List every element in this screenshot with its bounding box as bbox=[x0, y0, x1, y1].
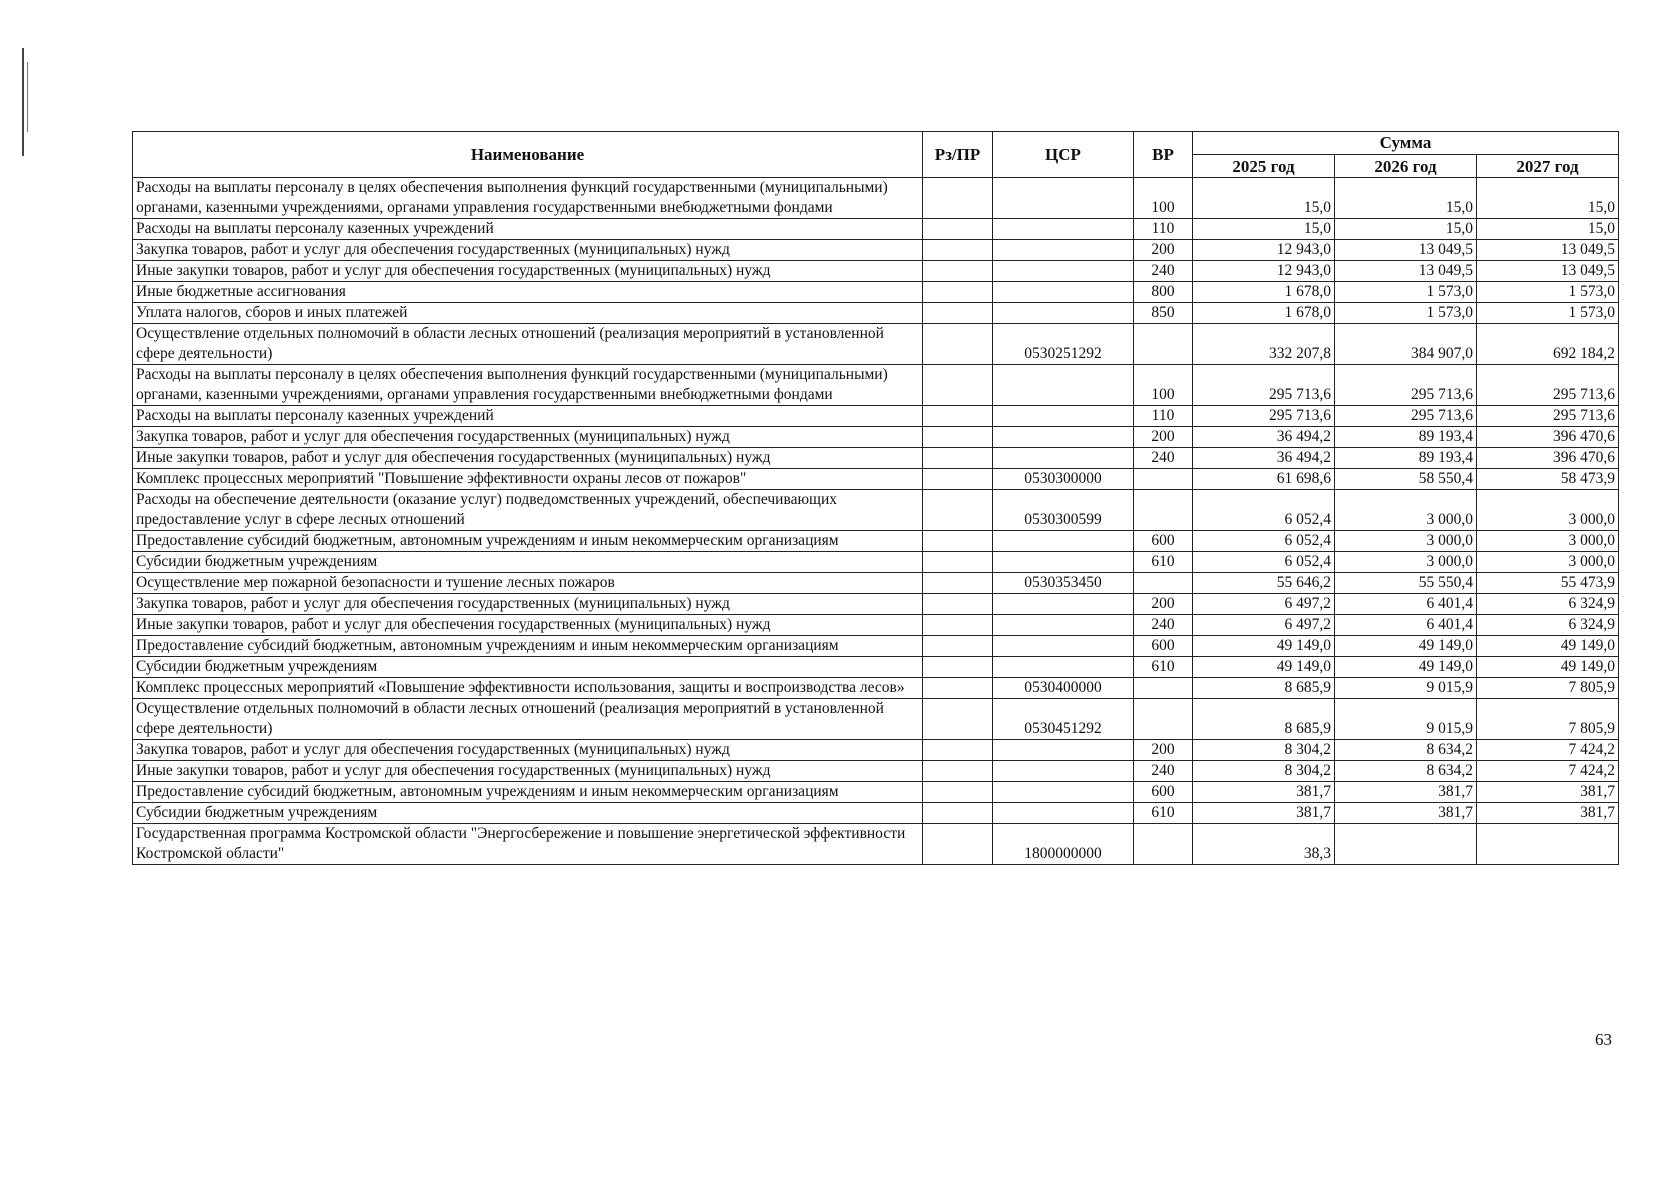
cell-2027: 3 000,0 bbox=[1477, 552, 1619, 573]
cell-name: Расходы на выплаты персоналу в целях обеспечения выполнения функций государственными (муниципальными) органами, казенными учреждениями, органами управления государственными внебюджетными фондами bbox=[133, 178, 923, 219]
header-vr: ВР bbox=[1134, 132, 1193, 178]
cell-csr bbox=[993, 761, 1134, 782]
cell-rzpr bbox=[923, 240, 993, 261]
cell-vr: 240 bbox=[1134, 615, 1193, 636]
cell-csr bbox=[993, 303, 1134, 324]
cell-vr: 110 bbox=[1134, 406, 1193, 427]
cell-2027: 295 713,6 bbox=[1477, 365, 1619, 406]
cell-csr bbox=[993, 615, 1134, 636]
cell-2026: 3 000,0 bbox=[1335, 490, 1477, 531]
cell-csr bbox=[993, 240, 1134, 261]
cell-2025: 6 497,2 bbox=[1193, 615, 1335, 636]
cell-csr bbox=[993, 636, 1134, 657]
cell-csr: 0530300000 bbox=[993, 469, 1134, 490]
cell-2026: 381,7 bbox=[1335, 782, 1477, 803]
header-year-2025: 2025 год bbox=[1193, 155, 1335, 178]
header-year-2027: 2027 год bbox=[1477, 155, 1619, 178]
cell-name: Субсидии бюджетным учреждениям bbox=[133, 657, 923, 678]
cell-2026: 384 907,0 bbox=[1335, 324, 1477, 365]
table-row bbox=[133, 678, 1619, 699]
cell-2025: 49 149,0 bbox=[1193, 657, 1335, 678]
cell-2026: 89 193,4 bbox=[1335, 448, 1477, 469]
cell-rzpr bbox=[923, 324, 993, 365]
table-row bbox=[133, 636, 1619, 657]
cell-2027: 3 000,0 bbox=[1477, 490, 1619, 531]
cell-2026: 295 713,6 bbox=[1335, 406, 1477, 427]
cell-rzpr bbox=[923, 282, 993, 303]
cell-name: Закупка товаров, работ и услуг для обеспечения государственных (муниципальных) нужд bbox=[133, 427, 923, 448]
cell-rzpr bbox=[923, 782, 993, 803]
cell-name: Осуществление мер пожарной безопасности и тушение лесных пожаров bbox=[133, 573, 923, 594]
cell-2026: 9 015,9 bbox=[1335, 678, 1477, 699]
cell-csr bbox=[993, 531, 1134, 552]
cell-rzpr bbox=[923, 699, 993, 740]
cell-2025: 15,0 bbox=[1193, 219, 1335, 240]
cell-2025: 6 052,4 bbox=[1193, 552, 1335, 573]
cell-rzpr bbox=[923, 427, 993, 448]
cell-2027: 6 324,9 bbox=[1477, 615, 1619, 636]
cell-2026: 295 713,6 bbox=[1335, 365, 1477, 406]
cell-name: Иные закупки товаров, работ и услуг для обеспечения государственных (муниципальных) нужд bbox=[133, 615, 923, 636]
cell-2026: 3 000,0 bbox=[1335, 531, 1477, 552]
cell-2027: 13 049,5 bbox=[1477, 240, 1619, 261]
cell-name: Расходы на обеспечение деятельности (оказание услуг) подведомственных учреждений, обеспечивающих предоставление услуг в сфере лесных отношений bbox=[133, 490, 923, 531]
cell-name: Комплекс процессных мероприятий «Повышение эффективности использования, защиты и воспроизводства лесов» bbox=[133, 678, 923, 699]
cell-csr bbox=[993, 448, 1134, 469]
cell-name: Осуществление отдельных полномочий в области лесных отношений (реализация мероприятий в установленной сфере деятельности) bbox=[133, 699, 923, 740]
binding-mark bbox=[22, 48, 24, 156]
cell-name: Осуществление отдельных полномочий в области лесных отношений (реализация мероприятий в установленной сфере деятельности) bbox=[133, 324, 923, 365]
cell-vr: 600 bbox=[1134, 782, 1193, 803]
cell-rzpr bbox=[923, 615, 993, 636]
cell-csr bbox=[993, 219, 1134, 240]
cell-2025: 332 207,8 bbox=[1193, 324, 1335, 365]
table-row bbox=[133, 261, 1619, 282]
table-row bbox=[133, 406, 1619, 427]
cell-name: Расходы на выплаты персоналу казенных учреждений bbox=[133, 406, 923, 427]
cell-vr: 600 bbox=[1134, 636, 1193, 657]
cell-2027: 49 149,0 bbox=[1477, 636, 1619, 657]
cell-rzpr bbox=[923, 531, 993, 552]
cell-2027: 381,7 bbox=[1477, 782, 1619, 803]
cell-csr bbox=[993, 594, 1134, 615]
cell-rzpr bbox=[923, 803, 993, 824]
cell-2027: 6 324,9 bbox=[1477, 594, 1619, 615]
cell-csr: 0530400000 bbox=[993, 678, 1134, 699]
cell-name: Закупка товаров, работ и услуг для обеспечения государственных (муниципальных) нужд bbox=[133, 240, 923, 261]
cell-2025: 38,3 bbox=[1193, 824, 1335, 865]
table-row bbox=[133, 448, 1619, 469]
cell-vr: 240 bbox=[1134, 448, 1193, 469]
binding-mark-secondary bbox=[27, 62, 28, 132]
cell-2027: 7 424,2 bbox=[1477, 761, 1619, 782]
cell-2027: 7 424,2 bbox=[1477, 740, 1619, 761]
cell-rzpr bbox=[923, 552, 993, 573]
cell-csr bbox=[993, 657, 1134, 678]
cell-name: Субсидии бюджетным учреждениям bbox=[133, 803, 923, 824]
cell-2027: 1 573,0 bbox=[1477, 282, 1619, 303]
cell-name: Уплата налогов, сборов и иных платежей bbox=[133, 303, 923, 324]
table-row bbox=[133, 219, 1619, 240]
cell-name: Предоставление субсидий бюджетным, автономным учреждениям и иным некоммерческим организациям bbox=[133, 531, 923, 552]
cell-rzpr bbox=[923, 657, 993, 678]
cell-csr bbox=[993, 740, 1134, 761]
cell-2027: 58 473,9 bbox=[1477, 469, 1619, 490]
cell-2025: 1 678,0 bbox=[1193, 282, 1335, 303]
cell-2026: 58 550,4 bbox=[1335, 469, 1477, 490]
cell-rzpr bbox=[923, 594, 993, 615]
cell-name: Закупка товаров, работ и услуг для обеспечения государственных (муниципальных) нужд bbox=[133, 740, 923, 761]
table-row bbox=[133, 699, 1619, 740]
cell-csr: 1800000000 bbox=[993, 824, 1134, 865]
table-row bbox=[133, 657, 1619, 678]
cell-vr: 600 bbox=[1134, 531, 1193, 552]
cell-vr: 240 bbox=[1134, 761, 1193, 782]
table-row bbox=[133, 469, 1619, 490]
cell-rzpr bbox=[923, 178, 993, 219]
cell-2025: 8 304,2 bbox=[1193, 761, 1335, 782]
table-row bbox=[133, 427, 1619, 448]
cell-rzpr bbox=[923, 219, 993, 240]
cell-2027: 396 470,6 bbox=[1477, 448, 1619, 469]
cell-vr: 100 bbox=[1134, 365, 1193, 406]
cell-2025: 6 052,4 bbox=[1193, 490, 1335, 531]
cell-2025: 381,7 bbox=[1193, 803, 1335, 824]
cell-2027: 295 713,6 bbox=[1477, 406, 1619, 427]
table-row bbox=[133, 740, 1619, 761]
cell-rzpr bbox=[923, 490, 993, 531]
cell-vr: 200 bbox=[1134, 240, 1193, 261]
cell-2027: 7 805,9 bbox=[1477, 699, 1619, 740]
cell-2025: 381,7 bbox=[1193, 782, 1335, 803]
cell-rzpr bbox=[923, 573, 993, 594]
cell-vr bbox=[1134, 824, 1193, 865]
cell-2027: 3 000,0 bbox=[1477, 531, 1619, 552]
table-row bbox=[133, 282, 1619, 303]
table-row bbox=[133, 178, 1619, 219]
cell-2025: 36 494,2 bbox=[1193, 448, 1335, 469]
cell-2026: 15,0 bbox=[1335, 219, 1477, 240]
cell-vr: 240 bbox=[1134, 261, 1193, 282]
cell-rzpr bbox=[923, 761, 993, 782]
cell-2026: 6 401,4 bbox=[1335, 615, 1477, 636]
table-row bbox=[133, 803, 1619, 824]
cell-name: Закупка товаров, работ и услуг для обеспечения государственных (муниципальных) нужд bbox=[133, 594, 923, 615]
table-row bbox=[133, 594, 1619, 615]
table-row bbox=[133, 782, 1619, 803]
cell-csr bbox=[993, 282, 1134, 303]
cell-name: Государственная программа Костромской области "Энергосбережение и повышение энергетической эффективности Костромской области" bbox=[133, 824, 923, 865]
cell-2026: 49 149,0 bbox=[1335, 657, 1477, 678]
cell-csr: 0530251292 bbox=[993, 324, 1134, 365]
table-row bbox=[133, 240, 1619, 261]
cell-2027: 13 049,5 bbox=[1477, 261, 1619, 282]
cell-2026: 3 000,0 bbox=[1335, 552, 1477, 573]
cell-2026: 15,0 bbox=[1335, 178, 1477, 219]
cell-2026: 381,7 bbox=[1335, 803, 1477, 824]
cell-2026: 13 049,5 bbox=[1335, 240, 1477, 261]
cell-2025: 15,0 bbox=[1193, 178, 1335, 219]
cell-rzpr bbox=[923, 636, 993, 657]
cell-csr bbox=[993, 406, 1134, 427]
cell-2027: 692 184,2 bbox=[1477, 324, 1619, 365]
cell-2027: 381,7 bbox=[1477, 803, 1619, 824]
cell-2027: 49 149,0 bbox=[1477, 657, 1619, 678]
cell-2026: 49 149,0 bbox=[1335, 636, 1477, 657]
cell-vr: 610 bbox=[1134, 657, 1193, 678]
cell-2026: 8 634,2 bbox=[1335, 740, 1477, 761]
cell-2025: 61 698,6 bbox=[1193, 469, 1335, 490]
cell-2026: 55 550,4 bbox=[1335, 573, 1477, 594]
header-year-2026: 2026 год bbox=[1335, 155, 1477, 178]
cell-name: Комплекс процессных мероприятий "Повышение эффективности охраны лесов от пожаров" bbox=[133, 469, 923, 490]
table-row bbox=[133, 761, 1619, 782]
table-row bbox=[133, 303, 1619, 324]
cell-vr bbox=[1134, 324, 1193, 365]
cell-vr bbox=[1134, 469, 1193, 490]
header-sum: Сумма bbox=[1193, 132, 1619, 155]
cell-vr: 110 bbox=[1134, 219, 1193, 240]
cell-csr: 0530353450 bbox=[993, 573, 1134, 594]
cell-2025: 36 494,2 bbox=[1193, 427, 1335, 448]
cell-2026 bbox=[1335, 824, 1477, 865]
cell-vr bbox=[1134, 490, 1193, 531]
cell-2027: 396 470,6 bbox=[1477, 427, 1619, 448]
cell-2025: 295 713,6 bbox=[1193, 406, 1335, 427]
cell-vr bbox=[1134, 678, 1193, 699]
cell-2025: 8 304,2 bbox=[1193, 740, 1335, 761]
cell-name: Иные закупки товаров, работ и услуг для обеспечения государственных (муниципальных) нужд bbox=[133, 261, 923, 282]
cell-name: Предоставление субсидий бюджетным, автономным учреждениям и иным некоммерческим организациям bbox=[133, 636, 923, 657]
cell-csr bbox=[993, 427, 1134, 448]
cell-name: Иные бюджетные ассигнования bbox=[133, 282, 923, 303]
cell-csr bbox=[993, 365, 1134, 406]
cell-vr: 200 bbox=[1134, 740, 1193, 761]
cell-2025: 8 685,9 bbox=[1193, 699, 1335, 740]
cell-vr: 610 bbox=[1134, 803, 1193, 824]
cell-2025: 6 052,4 bbox=[1193, 531, 1335, 552]
cell-2026: 6 401,4 bbox=[1335, 594, 1477, 615]
cell-vr: 200 bbox=[1134, 594, 1193, 615]
cell-2025: 49 149,0 bbox=[1193, 636, 1335, 657]
page-number: 63 bbox=[1595, 1030, 1612, 1049]
cell-rzpr bbox=[923, 469, 993, 490]
cell-csr bbox=[993, 803, 1134, 824]
cell-2025: 295 713,6 bbox=[1193, 365, 1335, 406]
cell-2025: 12 943,0 bbox=[1193, 261, 1335, 282]
cell-vr: 200 bbox=[1134, 427, 1193, 448]
cell-csr: 0530451292 bbox=[993, 699, 1134, 740]
cell-name: Иные закупки товаров, работ и услуг для обеспечения государственных (муниципальных) нужд bbox=[133, 761, 923, 782]
cell-2027: 15,0 bbox=[1477, 219, 1619, 240]
cell-rzpr bbox=[923, 303, 993, 324]
table-row bbox=[133, 824, 1619, 865]
cell-2025: 8 685,9 bbox=[1193, 678, 1335, 699]
cell-rzpr bbox=[923, 678, 993, 699]
budget-table bbox=[132, 131, 1619, 865]
cell-vr: 610 bbox=[1134, 552, 1193, 573]
cell-csr bbox=[993, 552, 1134, 573]
cell-name: Субсидии бюджетным учреждениям bbox=[133, 552, 923, 573]
cell-vr: 800 bbox=[1134, 282, 1193, 303]
table-row bbox=[133, 531, 1619, 552]
cell-csr bbox=[993, 261, 1134, 282]
cell-2026: 1 573,0 bbox=[1335, 303, 1477, 324]
cell-csr bbox=[993, 782, 1134, 803]
cell-2026: 89 193,4 bbox=[1335, 427, 1477, 448]
cell-2025: 55 646,2 bbox=[1193, 573, 1335, 594]
cell-2027: 15,0 bbox=[1477, 178, 1619, 219]
cell-vr bbox=[1134, 699, 1193, 740]
table-row bbox=[133, 552, 1619, 573]
cell-2026: 8 634,2 bbox=[1335, 761, 1477, 782]
table-row bbox=[133, 365, 1619, 406]
table-body bbox=[133, 178, 1619, 865]
header-name: Наименование bbox=[133, 132, 923, 178]
cell-2026: 13 049,5 bbox=[1335, 261, 1477, 282]
cell-vr: 850 bbox=[1134, 303, 1193, 324]
cell-rzpr bbox=[923, 740, 993, 761]
table-header bbox=[133, 132, 1619, 178]
cell-rzpr bbox=[923, 824, 993, 865]
cell-vr: 100 bbox=[1134, 178, 1193, 219]
cell-rzpr bbox=[923, 365, 993, 406]
table-row bbox=[133, 573, 1619, 594]
table-row bbox=[133, 324, 1619, 365]
cell-name: Расходы на выплаты персоналу в целях обеспечения выполнения функций государственными (муниципальными) органами, казенными учреждениями, органами управления государственными внебюджетными фондами bbox=[133, 365, 923, 406]
cell-csr bbox=[993, 178, 1134, 219]
cell-rzpr bbox=[923, 406, 993, 427]
cell-2027: 55 473,9 bbox=[1477, 573, 1619, 594]
cell-2027: 1 573,0 bbox=[1477, 303, 1619, 324]
cell-rzpr bbox=[923, 448, 993, 469]
header-rzpr: Рз/ПР bbox=[923, 132, 993, 178]
cell-rzpr bbox=[923, 261, 993, 282]
cell-2025: 1 678,0 bbox=[1193, 303, 1335, 324]
cell-2026: 9 015,9 bbox=[1335, 699, 1477, 740]
cell-vr bbox=[1134, 573, 1193, 594]
cell-name: Иные закупки товаров, работ и услуг для обеспечения государственных (муниципальных) нужд bbox=[133, 448, 923, 469]
table-row bbox=[133, 615, 1619, 636]
header-csr: ЦСР bbox=[993, 132, 1134, 178]
cell-2027 bbox=[1477, 824, 1619, 865]
cell-2026: 1 573,0 bbox=[1335, 282, 1477, 303]
cell-name: Расходы на выплаты персоналу казенных учреждений bbox=[133, 219, 923, 240]
cell-2025: 6 497,2 bbox=[1193, 594, 1335, 615]
cell-2025: 12 943,0 bbox=[1193, 240, 1335, 261]
cell-2027: 7 805,9 bbox=[1477, 678, 1619, 699]
table-row bbox=[133, 490, 1619, 531]
cell-name: Предоставление субсидий бюджетным, автономным учреждениям и иным некоммерческим организациям bbox=[133, 782, 923, 803]
cell-csr: 0530300599 bbox=[993, 490, 1134, 531]
